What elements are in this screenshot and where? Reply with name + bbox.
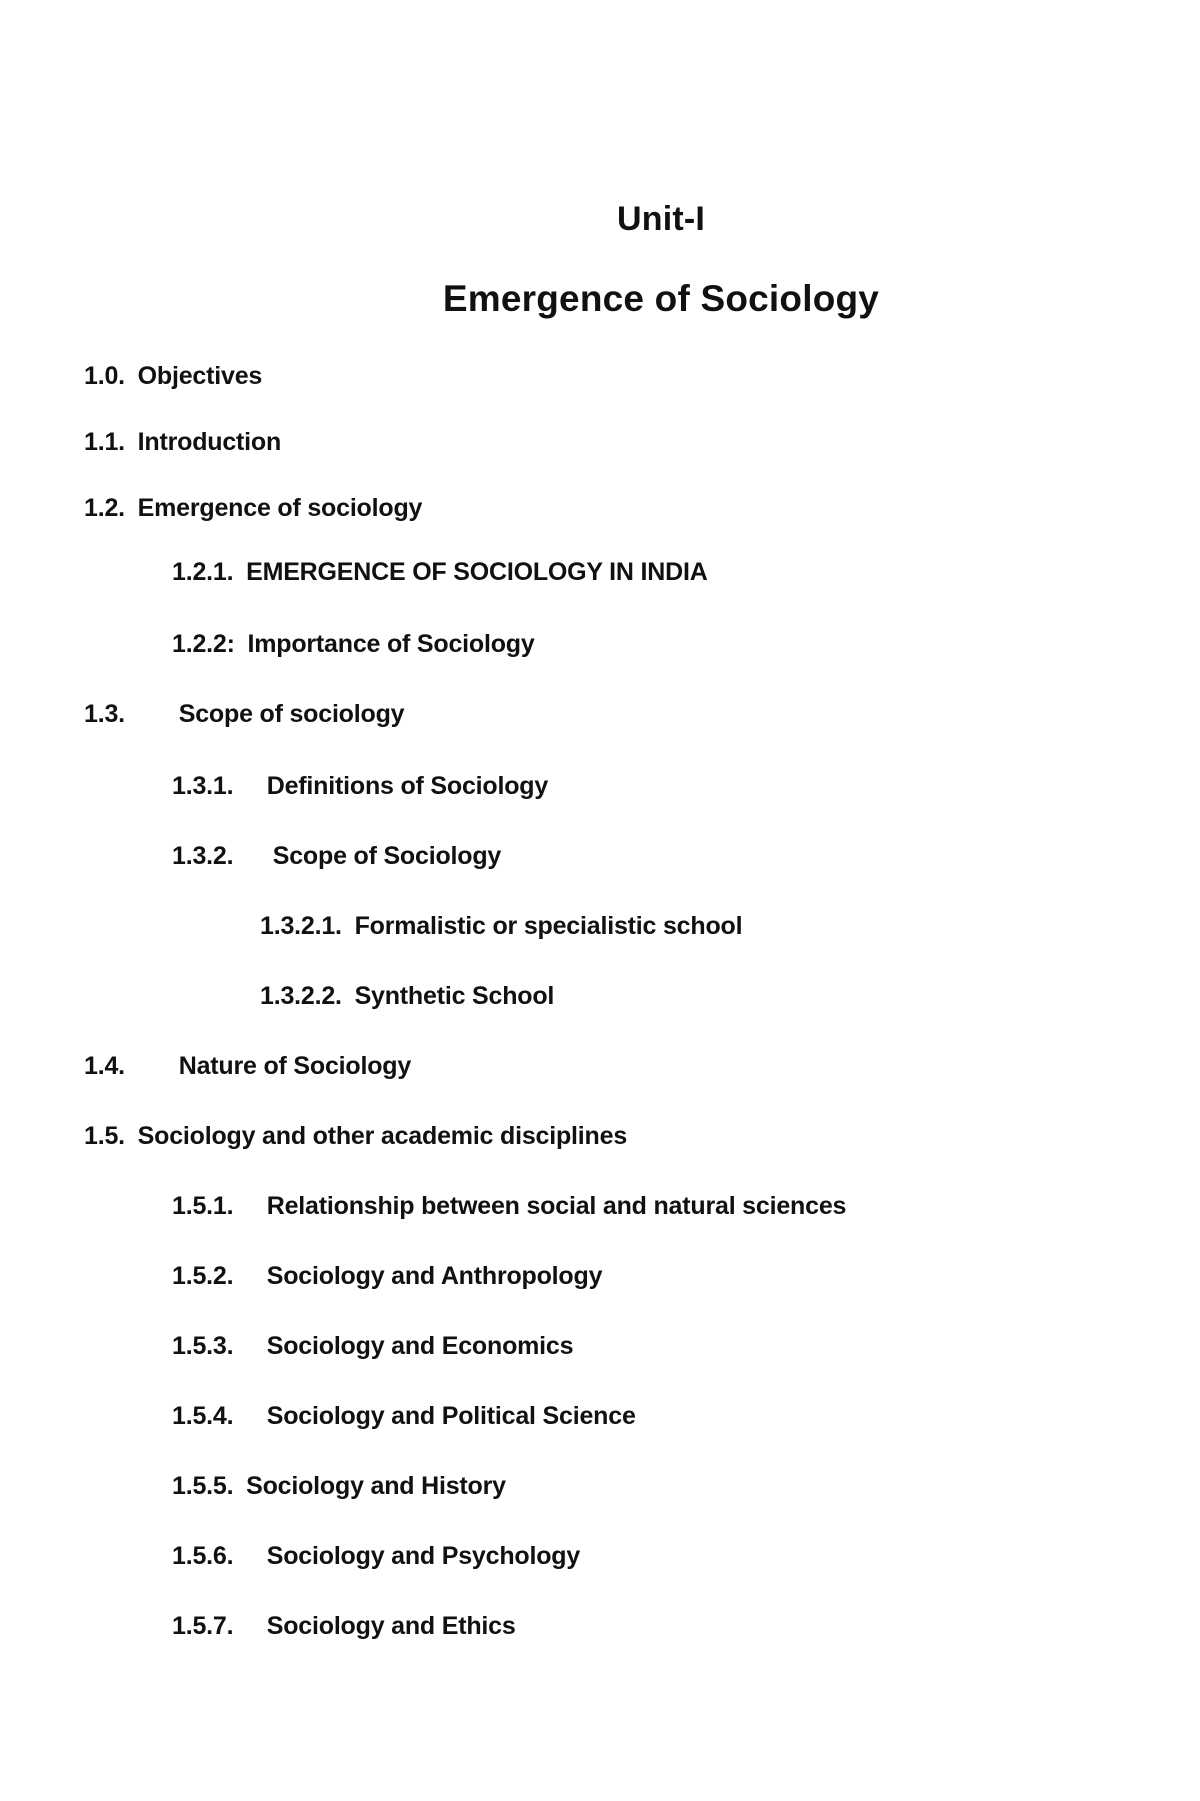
- toc-number: 1.1.: [84, 428, 125, 456]
- toc-number: 1.2.: [84, 494, 125, 522]
- unit-title: Unit-I: [616, 200, 706, 238]
- toc-number: 1.5.3.: [172, 1332, 234, 1360]
- toc-title: Sociology and Economics: [266, 1332, 574, 1360]
- toc-title: Sociology and Ethics: [266, 1612, 516, 1640]
- toc-number: 1.3.1.: [172, 772, 234, 800]
- toc-number: 1.5.: [84, 1122, 125, 1150]
- toc-title: Scope of Sociology: [272, 842, 502, 870]
- toc-number: 1.5.4.: [172, 1402, 234, 1430]
- toc-number: 1.0.: [84, 362, 125, 390]
- toc-number: 1.5.2.: [172, 1262, 234, 1290]
- toc-number: 1.2.2:: [172, 630, 235, 658]
- toc-entry: [172, 558, 708, 587]
- toc-title: Sociology and Psychology: [266, 1542, 581, 1570]
- toc-entry: [260, 982, 554, 1011]
- toc-title: Synthetic School: [354, 982, 555, 1010]
- toc-entry: [172, 630, 535, 659]
- toc-number: 1.2.1.: [172, 558, 234, 586]
- toc-entry: [172, 1612, 516, 1641]
- toc-entry: [172, 842, 501, 871]
- toc-title: Sociology and Political Science: [266, 1402, 636, 1430]
- toc-title: Importance of Sociology: [247, 630, 535, 658]
- toc-entry: [84, 1052, 411, 1081]
- toc-entry: [84, 700, 404, 729]
- toc-entry: [84, 494, 422, 523]
- chapter-title: Emergence of Sociology: [442, 278, 880, 319]
- toc-entry: [172, 1542, 580, 1571]
- toc-title: Introduction: [137, 428, 282, 456]
- toc-number: 1.5.1.: [172, 1192, 234, 1220]
- toc-entry: [172, 1472, 506, 1501]
- toc-title: Sociology and History: [246, 1472, 506, 1500]
- toc-entry: [84, 428, 281, 457]
- toc-entry: [172, 1402, 636, 1431]
- toc-number: 1.4.: [84, 1052, 125, 1080]
- toc-entry: [84, 362, 262, 391]
- toc-title: EMERGENCE OF SOCIOLOGY IN INDIA: [246, 558, 708, 586]
- toc-number: 1.5.6.: [172, 1542, 234, 1570]
- toc-number: 1.5.5.: [172, 1472, 234, 1500]
- toc-entry: [260, 912, 742, 941]
- toc-title: Nature of Sociology: [178, 1052, 412, 1080]
- toc-number: 1.3.2.1.: [260, 912, 342, 940]
- toc-title: Definitions of Sociology: [266, 772, 549, 800]
- toc-entry: [172, 1332, 573, 1361]
- toc-title: Relationship between social and natural sciences: [266, 1192, 847, 1220]
- toc-title: Sociology and other academic disciplines: [137, 1122, 628, 1150]
- toc-title: Scope of sociology: [178, 700, 405, 728]
- toc-number: 1.5.7.: [172, 1612, 234, 1640]
- toc-entry: [172, 772, 548, 801]
- toc-number: 1.3.2.: [172, 842, 234, 870]
- toc-entry: [172, 1262, 602, 1291]
- toc-title: Sociology and Anthropology: [266, 1262, 603, 1290]
- toc-title: Emergence of sociology: [137, 494, 423, 522]
- toc-number: 1.3.2.2.: [260, 982, 342, 1010]
- toc-number: 1.3.: [84, 700, 125, 728]
- toc-title: Formalistic or specialistic school: [354, 912, 743, 940]
- toc-entry: [84, 1122, 627, 1151]
- toc-title: Objectives: [137, 362, 263, 390]
- toc-entry: [172, 1192, 846, 1221]
